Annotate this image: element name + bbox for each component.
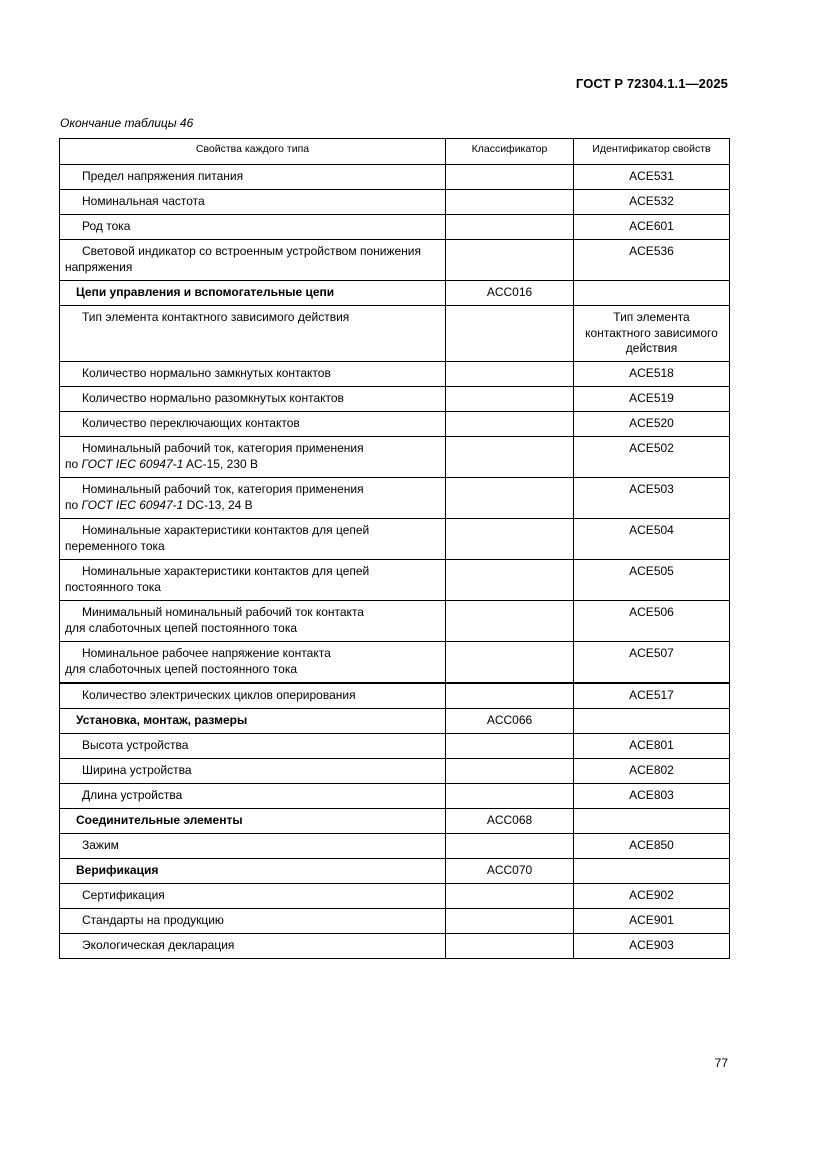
identifier-cell: ACE803 xyxy=(574,784,730,809)
reference-suffix: AC-15, 230 В xyxy=(185,456,259,471)
property-name-cell xyxy=(60,934,446,959)
table-row xyxy=(60,165,730,190)
document-header: ГОСТ Р 72304.1.1—2025 xyxy=(575,76,728,91)
table-row xyxy=(60,362,730,387)
classifier-cell xyxy=(446,306,574,362)
table-row xyxy=(60,834,730,859)
classifier-cell xyxy=(446,934,574,959)
property-name-cell xyxy=(60,784,446,809)
classifier-cell xyxy=(446,642,574,684)
standard-reference: ГОСТ IEC 60947-1 xyxy=(81,456,184,471)
reference-prefix: по xyxy=(65,456,79,471)
classifier-cell: ACC068 xyxy=(446,809,574,834)
column-header-classifier: Классификатор xyxy=(446,139,574,165)
classifier-cell xyxy=(446,387,574,412)
property-name: Количество переключающих контактов xyxy=(82,416,300,430)
identifier-cell: ACE517 xyxy=(574,683,730,709)
classifier-cell: ACC070 xyxy=(446,859,574,884)
property-name: Цепи управления и вспомогательные цепи xyxy=(76,285,335,299)
table-row xyxy=(60,387,730,412)
identifier-cell: ACE518 xyxy=(574,362,730,387)
property-name-cell xyxy=(60,478,446,519)
identifier-cell: ACE601 xyxy=(574,215,730,240)
property-name: Зажим xyxy=(82,838,119,852)
property-name: Высота устройства xyxy=(82,738,189,752)
table-row xyxy=(60,934,730,959)
identifier-cell: ACE903 xyxy=(574,934,730,959)
property-name: Стандарты на продукцию xyxy=(82,913,224,927)
identifier-cell: ACE802 xyxy=(574,759,730,784)
table-row xyxy=(60,601,730,642)
classifier-cell xyxy=(446,834,574,859)
property-name: Соединительные элементы xyxy=(76,813,243,827)
classifier-cell xyxy=(446,759,574,784)
table-row xyxy=(60,519,730,560)
identifier-cell: ACE502 xyxy=(574,437,730,478)
column-header-identifier: Идентификатор свойств xyxy=(574,139,730,165)
property-name: Номинальный рабочий ток, категория применения xyxy=(82,441,364,455)
property-name: Номинальные характеристики контактов для цепей xyxy=(82,523,370,537)
property-name-cell xyxy=(60,519,446,560)
property-name: Количество нормально разомкнутых контактов xyxy=(82,391,344,405)
property-name-cell xyxy=(60,601,446,642)
table-row xyxy=(60,437,730,478)
identifier-cell: ACE507 xyxy=(574,642,730,684)
identifier-cell: ACE519 xyxy=(574,387,730,412)
property-name-cell xyxy=(60,834,446,859)
identifier-cell: ACE532 xyxy=(574,190,730,215)
property-name: Номинальный рабочий ток, категория применения xyxy=(82,482,364,496)
table-row xyxy=(60,683,730,709)
property-name-cell xyxy=(60,759,446,784)
classifier-cell xyxy=(446,437,574,478)
property-name: Род тока xyxy=(82,219,131,233)
property-name: Длина устройства xyxy=(82,788,183,802)
property-name-cell xyxy=(60,281,446,306)
table-row xyxy=(60,909,730,934)
identifier-cell xyxy=(574,281,730,306)
table-row xyxy=(60,734,730,759)
classifier-cell xyxy=(446,240,574,281)
property-name-continuation: для слаботочных цепей постоянного тока xyxy=(65,661,298,676)
property-name-cell xyxy=(60,734,446,759)
classifier-cell xyxy=(446,683,574,709)
property-name: Минимальный номинальный рабочий ток контакта xyxy=(82,605,364,619)
property-name: Ширина устройства xyxy=(82,763,192,777)
property-name-cell xyxy=(60,683,446,709)
identifier-cell: ACE506 xyxy=(574,601,730,642)
identifier-cell: ACE520 xyxy=(574,412,730,437)
property-name: Световой индикатор со встроенным устройством понижения xyxy=(82,244,421,258)
identifier-cell: ACE505 xyxy=(574,560,730,601)
table-row xyxy=(60,642,730,684)
identifier-cell xyxy=(574,809,730,834)
classifier-cell xyxy=(446,478,574,519)
table-row xyxy=(60,190,730,215)
property-name-cell xyxy=(60,884,446,909)
property-name-cell xyxy=(60,306,446,362)
property-name: Сертификация xyxy=(82,888,165,902)
properties-table xyxy=(59,138,730,959)
standard-reference: ГОСТ IEC 60947-1 xyxy=(81,497,184,512)
property-name: Установка, монтаж, размеры xyxy=(76,713,248,727)
classifier-cell xyxy=(446,165,574,190)
property-name-cell xyxy=(60,560,446,601)
identifier-cell: ACE901 xyxy=(574,909,730,934)
property-name: Экологическая декларация xyxy=(82,938,235,952)
property-name: Количество нормально замкнутых контактов xyxy=(82,366,331,380)
classifier-cell xyxy=(446,215,574,240)
classifier-cell: ACC066 xyxy=(446,709,574,734)
identifier-cell: ACE504 xyxy=(574,519,730,560)
identifier-cell: ACE850 xyxy=(574,834,730,859)
property-name-cell xyxy=(60,215,446,240)
property-name: Тип элемента контактного зависимого действия xyxy=(82,310,350,324)
property-name: Предел напряжения питания xyxy=(82,169,244,183)
property-name-cell xyxy=(60,809,446,834)
classifier-cell xyxy=(446,909,574,934)
property-name-cell xyxy=(60,909,446,934)
classifier-cell xyxy=(446,362,574,387)
classifier-cell xyxy=(446,601,574,642)
identifier-cell: ACE503 xyxy=(574,478,730,519)
page-number: 77 xyxy=(714,1056,728,1070)
property-name: Верификация xyxy=(76,863,159,877)
property-name-cell xyxy=(60,362,446,387)
section-row xyxy=(60,709,730,734)
property-name-cell xyxy=(60,412,446,437)
table-row xyxy=(60,240,730,281)
property-name: Количество электрических циклов оперирования xyxy=(82,688,356,702)
section-row xyxy=(60,859,730,884)
identifier-cell: ACE801 xyxy=(574,734,730,759)
property-name-cell xyxy=(60,165,446,190)
reference-prefix: по xyxy=(65,497,79,512)
identifier-cell: ACE536 xyxy=(574,240,730,281)
identifier-cell: ACE902 xyxy=(574,884,730,909)
table-row xyxy=(60,759,730,784)
classifier-cell: ACC016 xyxy=(446,281,574,306)
classifier-cell xyxy=(446,412,574,437)
table-header-row xyxy=(60,139,730,165)
column-header-properties: Свойства каждого типа xyxy=(60,139,446,165)
property-name: Номинальное рабочее напряжение контакта xyxy=(82,646,331,660)
property-name-cell xyxy=(60,387,446,412)
section-row xyxy=(60,281,730,306)
property-name-continuation: для слаботочных цепей постоянного тока xyxy=(65,620,298,635)
table-caption: Окончание таблицы 46 xyxy=(60,116,194,130)
property-name-cell xyxy=(60,240,446,281)
reference-suffix: DC-13, 24 В xyxy=(186,497,253,512)
classifier-cell xyxy=(446,190,574,215)
table-row xyxy=(60,306,730,362)
property-name-cell xyxy=(60,437,446,478)
property-name: Номинальные характеристики контактов для цепей xyxy=(82,564,370,578)
property-name-continuation: переменного тока xyxy=(65,538,165,553)
table-row xyxy=(60,478,730,519)
property-name-cell xyxy=(60,642,446,684)
property-name-cell xyxy=(60,859,446,884)
identifier-cell xyxy=(574,709,730,734)
property-name-continuation: постоянного тока xyxy=(65,579,161,594)
table-body xyxy=(60,165,730,959)
table-row xyxy=(60,784,730,809)
property-name: Номинальная частота xyxy=(82,194,205,208)
classifier-cell xyxy=(446,784,574,809)
table-row xyxy=(60,412,730,437)
identifier-cell: ACE531 xyxy=(574,165,730,190)
classifier-cell xyxy=(446,560,574,601)
table-row xyxy=(60,884,730,909)
classifier-cell xyxy=(446,734,574,759)
property-name-cell xyxy=(60,190,446,215)
property-name-continuation: напряжения xyxy=(65,259,133,274)
classifier-cell xyxy=(446,884,574,909)
classifier-cell xyxy=(446,519,574,560)
identifier-cell: Тип элемента контактного зависимого действия xyxy=(574,306,730,362)
table-row xyxy=(60,560,730,601)
table-row xyxy=(60,215,730,240)
section-row xyxy=(60,809,730,834)
identifier-cell xyxy=(574,859,730,884)
property-name-cell xyxy=(60,709,446,734)
